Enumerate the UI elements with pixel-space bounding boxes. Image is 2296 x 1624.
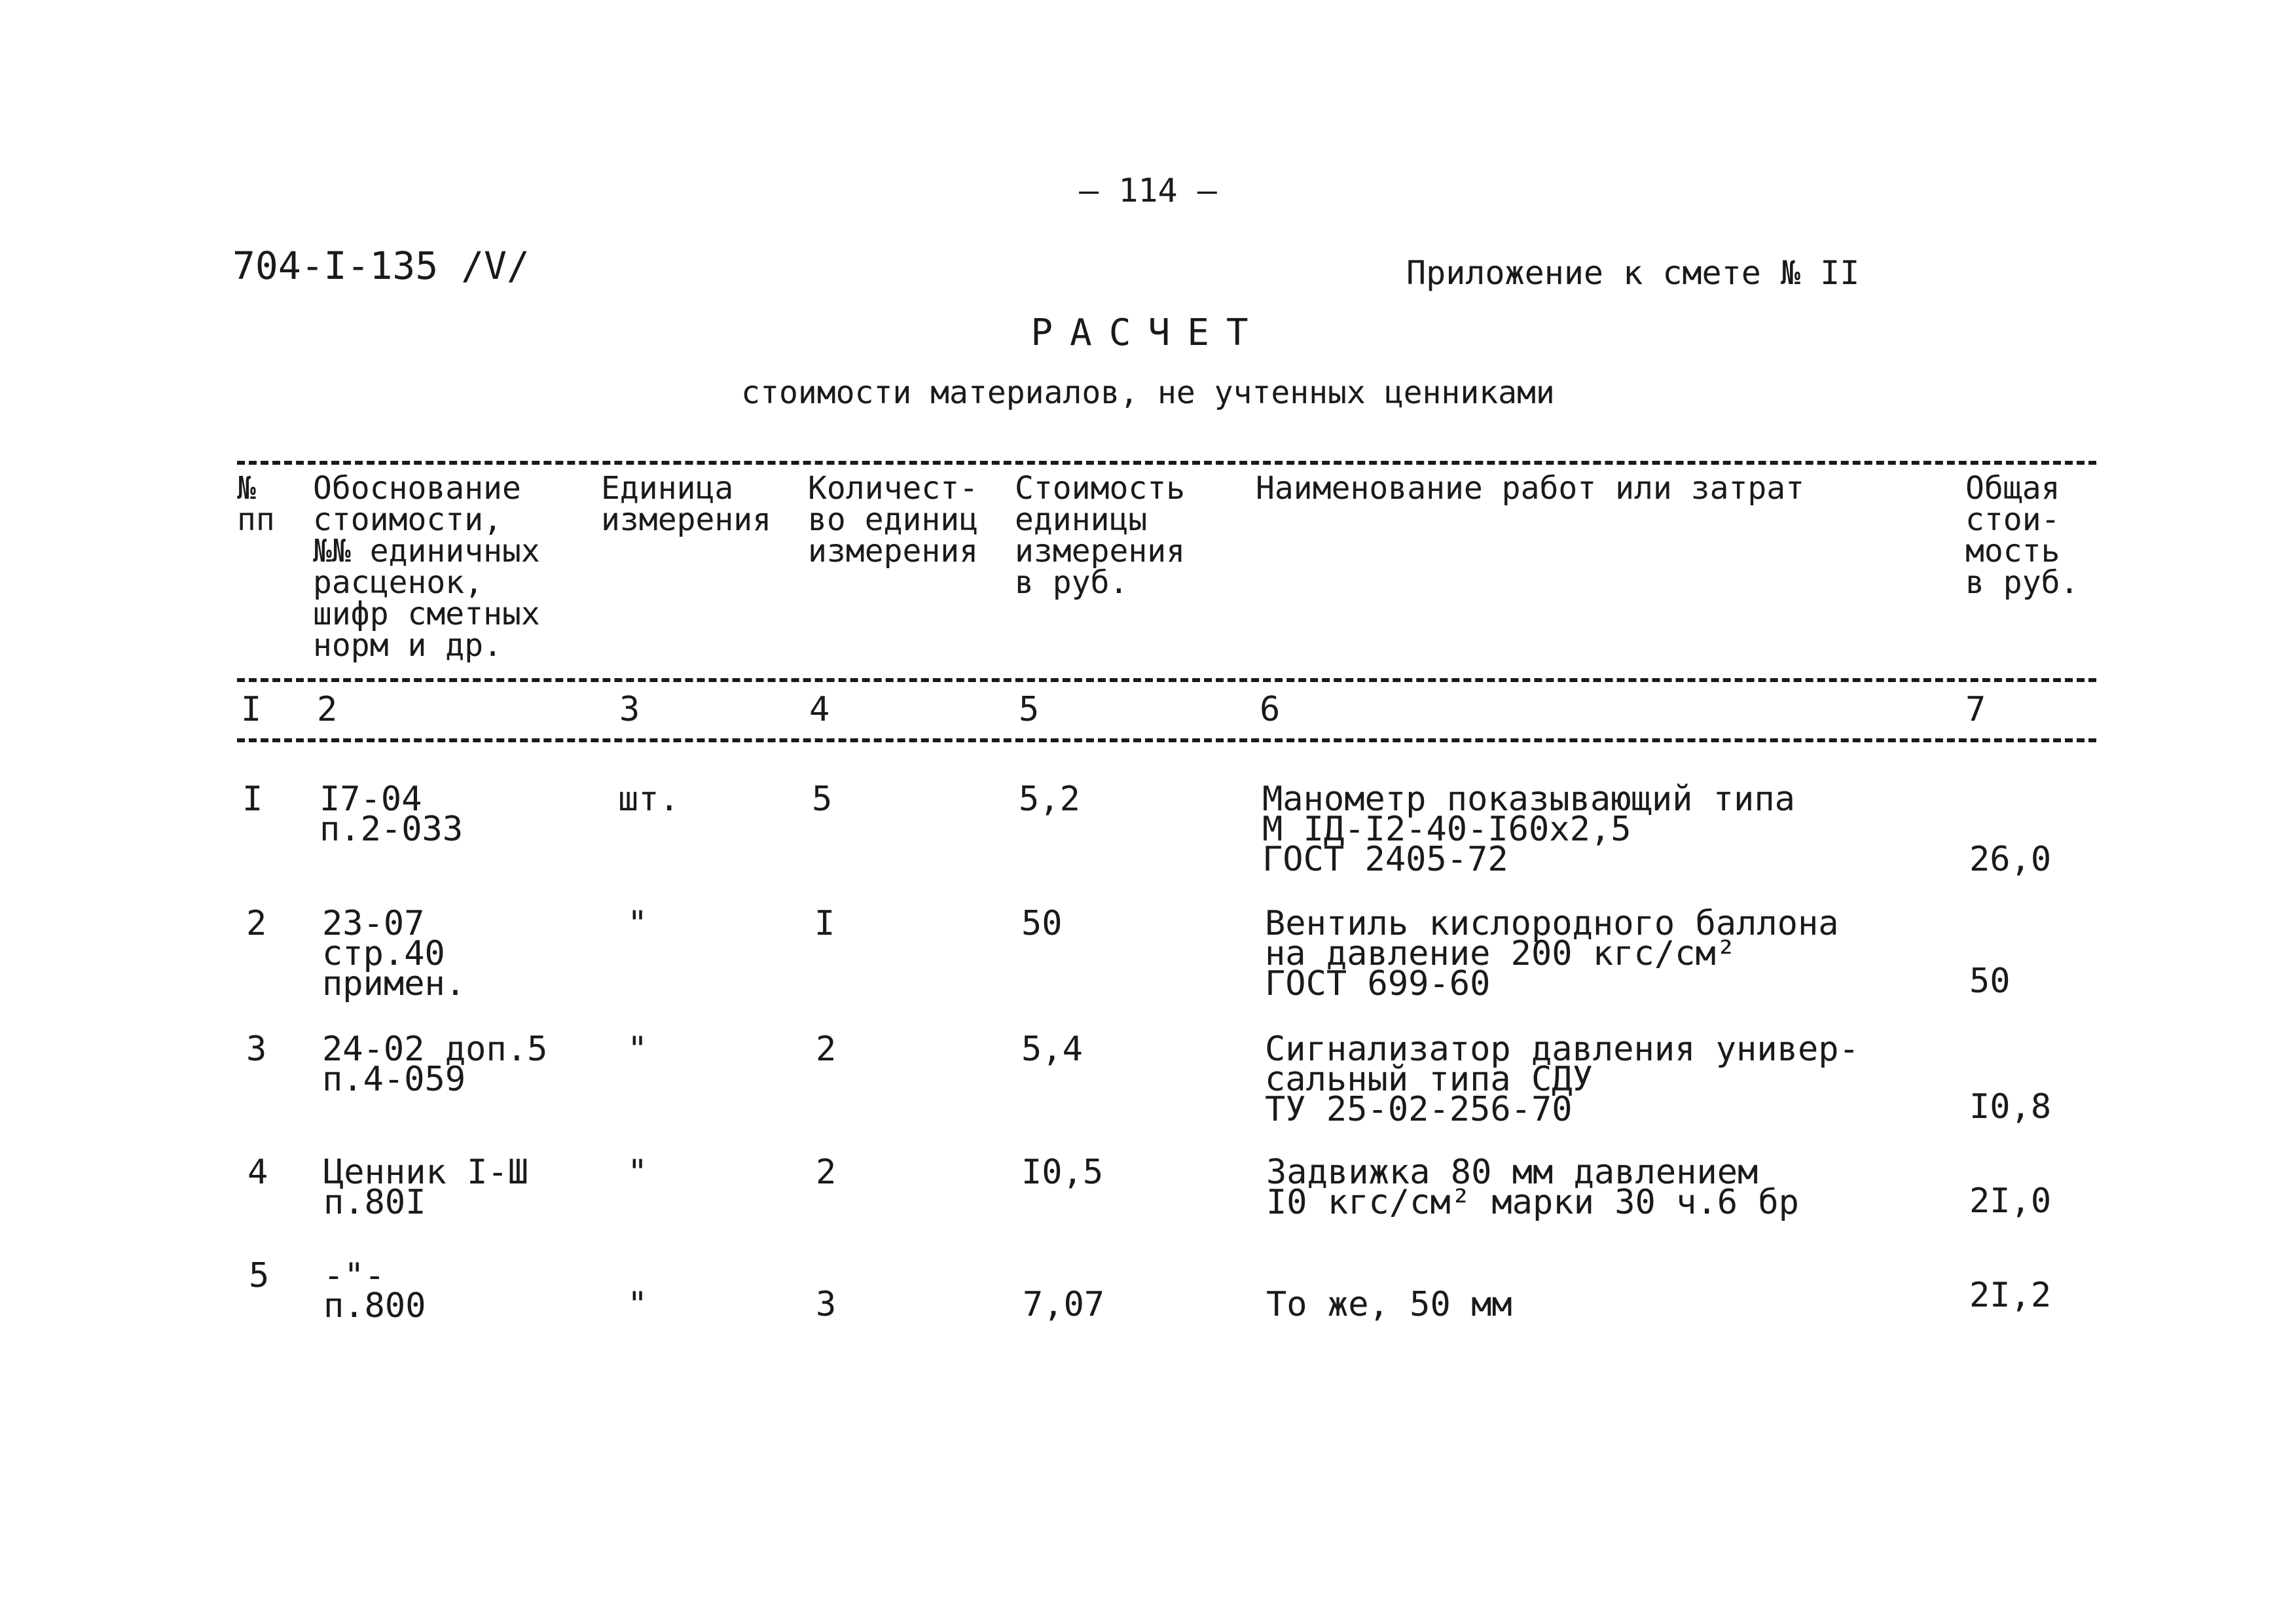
row-3-total: I0,8 [1969,1087,2052,1127]
header-basis: Обоснование стоимости, №№ единичных расценок, шифр сметных норм и др. [313,470,540,664]
row-5-num: 5 [249,1256,270,1295]
row-4-total: 2I,0 [1969,1182,2052,1221]
row-1-basis: I7-04 п.2-033 [319,780,464,849]
row-4-num: 4 [247,1153,268,1192]
row-5-unit-price: 7,07 [1023,1285,1105,1324]
row-2-work-name: Вентиль кислородного баллона на давление 200 кгс/см² ГОСТ 699-60 [1265,904,1839,1003]
row-3-unit: " [627,1030,648,1069]
row-5-total: 2I,2 [1969,1276,2052,1315]
row-4-unit-price: I0,5 [1021,1153,1104,1192]
column-number-1: I [241,690,262,729]
row-4-quantity: 2 [816,1153,837,1192]
header-unit: Единица измерения [601,470,772,538]
row-3-basis: 24-02 доп.5 п.4-059 [322,1030,548,1099]
row-1-num: I [242,780,263,819]
appendix-label: Приложение к смете № II [1406,254,1860,292]
row-2-unit-price: 50 [1021,904,1063,943]
row-2-total: 50 [1969,962,2011,1001]
header-num: № пп [237,470,275,538]
row-5-quantity: 3 [816,1285,837,1324]
row-3-work-name: Сигнализатор давления универ- сальный типа СДУ ТУ 25-02-256-70 [1265,1030,1859,1129]
header-total: Общая стои- мость в руб. [1965,470,2079,601]
column-number-3: 3 [619,690,640,729]
row-3-quantity: 2 [816,1030,837,1069]
header-work-name: Наименование работ или затрат [1256,470,1805,507]
document-title: РАСЧЕТ [1030,312,1266,354]
header-bottom-rule [237,678,2096,682]
page-number: — 114 — [1079,171,1217,209]
row-1-unit-price: 5,2 [1019,780,1080,819]
row-2-basis: 23-07 стр.40 примен. [322,904,466,1003]
column-number-6: 6 [1260,690,1281,729]
row-1-quantity: 5 [812,780,833,819]
header-unit-price: Стоимость единицы измерения в руб. [1015,470,1186,601]
header-quantity: Количест- во единиц измерения [808,470,979,569]
row-4-work-name: Задвижка 80 мм давлением I0 кгс/см² марки 30 ч.6 бр [1266,1153,1799,1222]
row-4-unit: " [627,1153,648,1192]
row-5-unit: " [627,1285,648,1324]
row-2-num: 2 [246,904,267,943]
column-number-7: 7 [1965,690,1986,729]
column-numbers-rule [237,738,2096,742]
row-3-unit-price: 5,4 [1021,1030,1083,1069]
column-number-2: 2 [317,690,338,729]
document-code: 704-I-135 /V/ [232,244,530,288]
row-1-unit: шт. [618,780,680,819]
row-5-basis: -"- п.800 [323,1256,426,1326]
row-1-total: 26,0 [1969,840,2052,879]
row-5-work-name: То же, 50 мм [1266,1285,1512,1324]
table-top-rule [237,461,2096,465]
row-4-basis: Ценник I-Ш п.80I [323,1153,529,1222]
row-3-num: 3 [246,1030,267,1069]
row-2-quantity: I [814,904,835,943]
document-subtitle: стоимости материалов, не учтенных ценниками [741,374,1555,411]
row-2-unit: " [627,904,648,943]
column-number-5: 5 [1019,690,1040,729]
column-number-4: 4 [809,690,830,729]
row-1-work-name: Манометр показывающий типа М ІД-I2-40-I60х2,5 ГОСТ 2405-72 [1262,780,1795,879]
